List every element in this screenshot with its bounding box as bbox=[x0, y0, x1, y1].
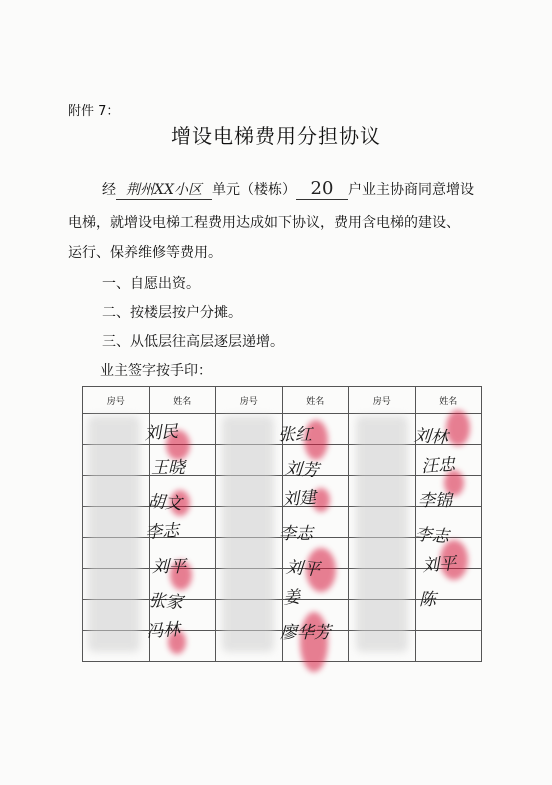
clause-2: 二、按楼层按户分摊。 bbox=[102, 305, 242, 321]
page-title: 增设电梯费用分担协议 bbox=[171, 124, 381, 148]
households-field: 20 bbox=[296, 178, 348, 200]
signature-col2-1: 刘芳 bbox=[284, 458, 320, 482]
header-room-2: 房号 bbox=[216, 387, 283, 414]
signature-col1-1: 王晓 bbox=[151, 458, 185, 478]
intro-line-3: 运行、保养维修等费用。 bbox=[68, 245, 222, 261]
signature-col3-1: 汪忠 bbox=[420, 454, 456, 478]
signature-col1-5: 张家 bbox=[148, 590, 184, 614]
header-room-3: 房号 bbox=[349, 387, 416, 414]
signature-col3-4: 刘平 bbox=[421, 553, 457, 577]
table-header-row bbox=[83, 387, 482, 414]
intro-line-1 bbox=[102, 178, 474, 200]
attachment-label: 附件 7： bbox=[68, 104, 120, 119]
signature-col1-3: 李志 bbox=[144, 520, 180, 544]
signature-col3-0: 刘林 bbox=[413, 425, 449, 449]
signature-col2-0: 张红 bbox=[278, 425, 312, 445]
signature-heading: 业主签字按手印： bbox=[100, 363, 212, 379]
unit-field: 荆州XX小区 bbox=[116, 179, 212, 200]
intro-prefix: 经 bbox=[102, 182, 116, 198]
header-name-3: 姓名 bbox=[415, 387, 482, 414]
signature-col2-3: 李志 bbox=[279, 524, 313, 544]
signature-col2-6: 廖华芳 bbox=[280, 623, 331, 643]
signature-col2-5: 姜 bbox=[282, 587, 301, 609]
signature-col1-6: 冯林 bbox=[145, 619, 181, 643]
redacted-room-column-1 bbox=[88, 416, 140, 652]
signature-col2-4: 刘平 bbox=[285, 557, 321, 581]
signature-col1-4: 刘平 bbox=[152, 557, 186, 577]
signature-col1-0: 刘民 bbox=[143, 421, 179, 445]
signature-col3-5: 陈 bbox=[419, 590, 436, 610]
header-name-1: 姓名 bbox=[149, 387, 216, 414]
name-cell bbox=[415, 631, 482, 662]
header-name-2: 姓名 bbox=[282, 387, 349, 414]
redacted-room-column-2 bbox=[222, 416, 274, 652]
signature-col1-2: 胡文 bbox=[147, 491, 183, 515]
fingerprint-stamp bbox=[446, 410, 470, 446]
unit-suffix: 单元（楼栋） bbox=[212, 182, 296, 198]
signature-col2-2: 刘建 bbox=[281, 487, 317, 511]
signature-col3-2: 李锦 bbox=[418, 491, 452, 511]
header-room-1: 房号 bbox=[83, 387, 150, 414]
redacted-room-column-3 bbox=[356, 416, 408, 652]
clause-3: 三、从低层往高层逐层递增。 bbox=[102, 334, 284, 350]
intro-line1-end: 户业主协商同意增设 bbox=[348, 182, 474, 198]
signature-col3-3: 李志 bbox=[414, 524, 450, 548]
clause-1: 一、自愿出资。 bbox=[102, 276, 200, 292]
intro-line-2: 电梯，就增设电梯工程费用达成如下协议，费用含电梯的建设、 bbox=[68, 215, 460, 231]
